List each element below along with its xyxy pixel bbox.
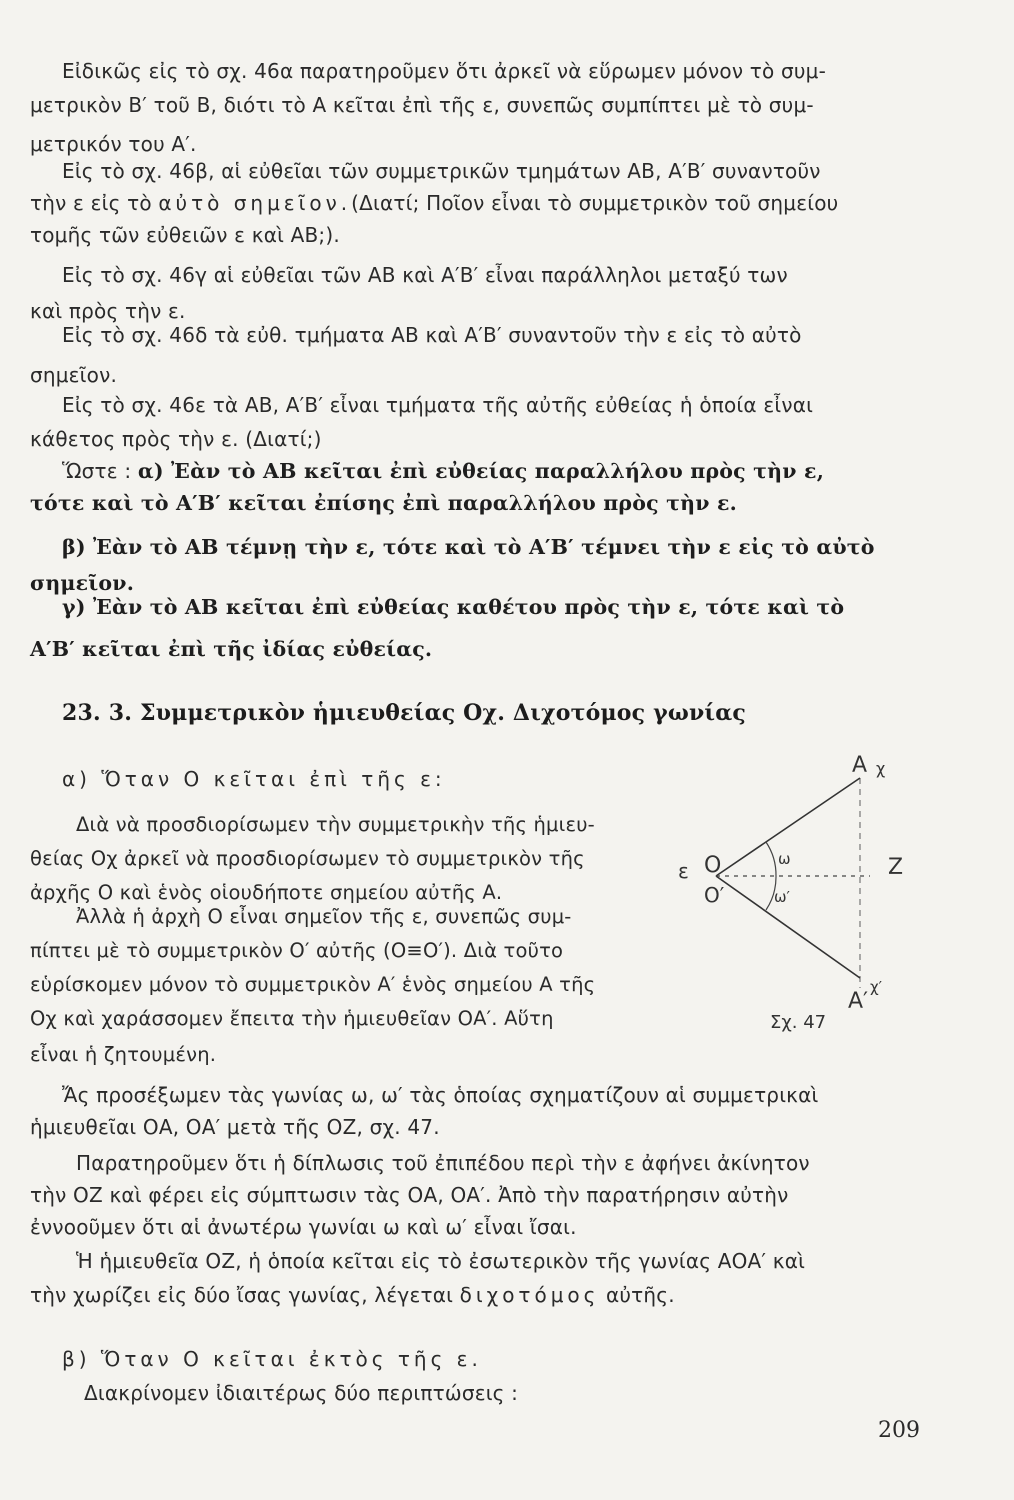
case-a-line: θείας Οχ ἀρκεῖ νὰ προσδιορίσωμεν τὸ συμμετρικὸν τῆς <box>30 847 585 870</box>
case-a-line: εἶναι ἡ ζητουμένη. <box>30 1043 217 1066</box>
paragraph-line: Εἰς τὸ σχ. 46δ τὰ εὐθ. τμήματα ΑΒ καὶ Α′Β′ συναντοῦν τὴν ε εἰς τὸ αὐτὸ <box>62 323 802 347</box>
spaced-emphasis: αὐτὸ σημεῖον. <box>158 191 352 215</box>
section-heading: 23. 3. Συμμετρικὸν ἡμιευθείας Οχ. Διχοτόμος γωνίας <box>62 700 747 726</box>
conclusion-a-text: α) Ἐὰν τὸ ΑΒ κεῖται ἐπὶ εὐθείας παραλλήλου πρὸς τὴν ε, <box>137 459 825 483</box>
label-a: Α <box>852 753 868 778</box>
figure-47 <box>670 748 930 1048</box>
case-a-line: Διὰ νὰ προσδιορίσωμεν τὴν συμμετρικὴν τῆς ἡμιευ- <box>76 813 595 836</box>
case-b-line: Διακρίνομεν ἰδιαιτέρως δύο περιπτώσεις : <box>84 1381 519 1405</box>
angle-line: Παρατηροῦμεν ὅτι ἡ δίπλωσις τοῦ ἐπιπέδου περὶ τὴν ε ἀφήνει ἀκίνητον <box>76 1151 810 1175</box>
case-a-heading: α) Ὅταν Ο κεῖται ἐπὶ τῆς ε: <box>62 767 446 791</box>
label-omega: ω <box>778 850 791 868</box>
paragraph-fragment: (Διατί; Ποῖον εἶναι τὸ συμμετρικὸν τοῦ σημείου <box>351 191 839 215</box>
paragraph-line: τομῆς τῶν εὐθειῶν ε καὶ ΑΒ;). <box>30 223 340 247</box>
conclusion-line: γ) Ἐὰν τὸ ΑΒ κεῖται ἐπὶ εὐθείας καθέτου πρὸς τὴν ε, τότε καὶ τὸ <box>62 595 845 619</box>
angle-line: ἡμιευθεῖαι ΟΑ, ΟΑ′ μετὰ τῆς ΟΖ, σχ. 47. <box>30 1115 440 1139</box>
paragraph-fragment: τὴν ε εἰς τὸ <box>30 191 152 215</box>
case-b-heading: β) Ὅταν Ο κεῖται ἐκτὸς τῆς ε. <box>62 1347 482 1371</box>
spaced-term-bisector: διχοτόμος <box>459 1283 600 1307</box>
paragraph-line: Εἰδικῶς εἰς τὸ σχ. 46α παρατηροῦμεν ὅτι ἀρκεῖ νὰ εὕρωμεν μόνον τὸ συμ- <box>62 59 826 83</box>
conclusion-line: σημεῖον. <box>30 571 135 595</box>
label-o: Ο <box>704 853 722 878</box>
label-e: ε <box>678 859 689 883</box>
paragraph-line: καὶ πρὸς τὴν ε. <box>30 299 186 323</box>
conclusion-line: τότε καὶ τὸ Α′Β′ κεῖται ἐπίσης ἐπὶ παραλλήλου πρὸς τὴν ε. <box>30 491 737 515</box>
figure-caption: Σχ. 47 <box>770 1012 827 1033</box>
case-a-line: εὑρίσκομεν μόνον τὸ συμμετρικὸν Α′ ἑνὸς σημείου Α τῆς <box>30 973 596 996</box>
angle-line: τὴν ΟΖ καὶ φέρει εἰς σύμπτωσιν τὰς ΟΑ, ΟΑ′. Ἀπὸ τὴν παρατήρησιν αὐτὴν <box>30 1183 789 1207</box>
label-o-prime: Ο′ <box>704 883 725 907</box>
paragraph-line: Εἰς τὸ σχ. 46γ αἱ εὐθεῖαι τῶν ΑΒ καὶ Α′Β′ εἶναι παράλληλοι μεταξύ των <box>62 263 788 287</box>
paragraph-line: μετρικόν του Α′. <box>30 132 197 156</box>
paragraph-fragment: τὴν χωρίζει εἰς δύο ἴσας γωνίας, λέγεται <box>30 1283 454 1307</box>
paragraph-fragment: αὐτῆς. <box>605 1283 675 1307</box>
angle-line <box>30 1282 675 1308</box>
page-number: 209 <box>878 1418 920 1443</box>
case-a-line: Ἀλλὰ ἡ ἀρχὴ Ο εἶναι σημεῖον τῆς ε, συνεπῶς συμ- <box>76 905 572 928</box>
paragraph-line: μετρικὸν Β′ τοῦ Β, διότι τὸ Α κεῖται ἐπὶ τῆς ε, συνεπῶς συμπίπτει μὲ τὸ συμ- <box>30 93 814 117</box>
paragraph-line: Εἰς τὸ σχ. 46ε τὰ ΑΒ, Α′Β′ εἶναι τμήματα τῆς αὐτῆς εὐθείας ἡ ὁποία εἶναι <box>62 393 814 417</box>
label-x-prime: χ′ <box>870 978 883 996</box>
paragraph-line: σημεῖον. <box>30 363 118 387</box>
label-a-prime: Α′ <box>848 989 869 1014</box>
case-a-line: πίπτει μὲ τὸ συμμετρικὸν Ο′ αὐτῆς (Ο≡Ο′). Διὰ τοῦτο <box>30 939 564 962</box>
label-z: Ζ <box>888 855 904 880</box>
paragraph-line <box>30 190 838 216</box>
paragraph-line: Εἰς τὸ σχ. 46β, αἱ εὐθεῖαι τῶν συμμετρικῶν τμημάτων ΑΒ, Α′Β′ συναντοῦν <box>62 159 821 183</box>
conclusion-line: β) Ἐὰν τὸ ΑΒ τέμνῃ τὴν ε, τότε καὶ τὸ Α′Β′ τέμνει τὴν ε εἰς τὸ αὐτὸ <box>62 535 875 559</box>
so-label: Ὥστε : <box>62 459 132 483</box>
paragraph-line: κάθετος πρὸς τὴν ε. (Διατί;) <box>30 427 322 451</box>
label-x: χ <box>876 759 886 778</box>
case-a-line: Οχ καὶ χαράσσομεν ἔπειτα τὴν ἡμιευθεῖαν ΟΑ′. Αὕτη <box>30 1007 554 1030</box>
angle-line: Ἡ ἡμιευθεῖα ΟΖ, ἡ ὁποία κεῖται εἰς τὸ ἐσωτερικὸν τῆς γωνίας ΑΟΑ′ καὶ <box>76 1249 806 1273</box>
case-a-line: ἀρχῆς Ο καὶ ἑνὸς οἱουδήποτε σημείου αὐτῆς Α. <box>30 881 503 904</box>
label-omega-prime: ω′ <box>774 888 790 906</box>
angle-line: Ἄς προσέξωμεν τὰς γωνίας ω, ω′ τὰς ὁποίας σχηματίζουν αἱ συμμετρικαὶ <box>62 1083 819 1107</box>
conclusion-line <box>62 458 824 484</box>
angle-line: ἐννοοῦμεν ὅτι αἱ ἀνωτέρω γωνίαι ω καὶ ω′ εἶναι ἴσαι. <box>30 1215 577 1239</box>
angle-arc-omega <box>766 842 776 876</box>
conclusion-line: Α′Β′ κεῖται ἐπὶ τῆς ἰδίας εὐθείας. <box>30 637 433 661</box>
